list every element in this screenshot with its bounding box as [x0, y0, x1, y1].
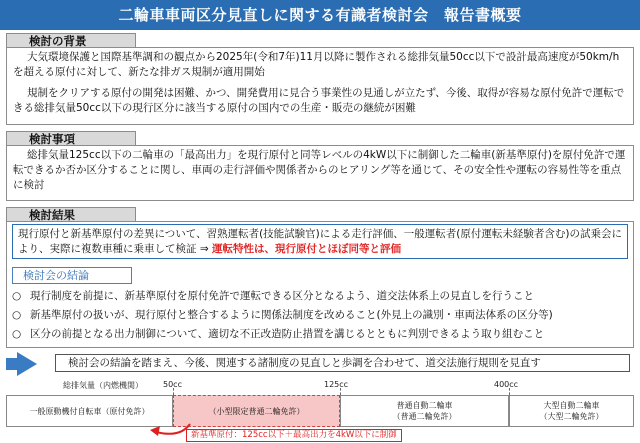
- conclusion-text: 区分の前提となる出力制御について、適切な不正改造防止措置を講じるとともに判別できるよう取り組むこと: [30, 328, 545, 340]
- section-body-background: [6, 47, 634, 125]
- background-para-2: 規制をクリアする原付の開発は困難、かつ、開発費用に見合う事業性の見通しが立たず、今後、取得が容易な原付免許で運転できる総排気量50cc以下の現行区分に該当する原付の国内での生産・販売の継続が困難: [13, 87, 625, 114]
- background-para-1: 大気環境保護と国際基準調和の観点から2025年(令和7年)11月以降に製作される総排気量50cc以下で設計最高速度が50km/hを超える原付に対して、新たな排ガス規制が適用開始: [13, 51, 620, 78]
- results-verification-box: [12, 224, 628, 259]
- tick-label-400cc: 400cc: [494, 380, 519, 389]
- bullet-circle-icon: ○: [12, 309, 22, 321]
- category-large-license: （大型二輪免許）: [539, 412, 604, 421]
- category-small-label: （小型限定普通二輪免許）: [208, 406, 305, 416]
- next-step-box: 検討会の結論を踏まえ、今後、関連する諸制度の見直しと歩調を合わせて、道交法施行規則を見直す: [55, 354, 630, 372]
- right-arrow-icon: [17, 352, 37, 376]
- category-ordinary: [340, 395, 509, 427]
- axis-label: 総排気量（内燃機関）: [63, 381, 143, 390]
- bullet-circle-icon: ○: [12, 290, 22, 302]
- tick-50cc: [173, 388, 174, 395]
- new-standard-note: 新基準原付：125cc以下＋最高出力を4kW以下に制御: [186, 429, 402, 442]
- tick-label-125cc: 125cc: [324, 380, 349, 389]
- conclusion-heading: 検討会の結論: [12, 267, 132, 284]
- conclusion-item-3: [12, 327, 544, 341]
- category-moped-label: 一般原動機付自転車（原付免許）: [29, 406, 150, 416]
- section-heading-background: 検討の背景: [6, 33, 136, 48]
- verification-result: 運転特性は、現行原付とほぼ同等と評価: [211, 242, 401, 255]
- conclusion-text: 新基準原付の扱いが、現行原付と整合するように関係法制度を改めること(外見上の識別・車両法体系の区分等): [30, 309, 553, 321]
- bullet-circle-icon: ○: [12, 328, 22, 340]
- page-title: 二輪車車両区分見直しに関する有識者検討会 報告書概要: [0, 0, 640, 30]
- verification-text: 現行原付と新基準原付の差異について、習熟運転者(技能試験官)による走行評価、一般運転者(原付運転未経験者含む)の試乗会により、実際に複数車種に乗車して検証 ⇒: [18, 228, 622, 255]
- section-body-items: [6, 145, 634, 201]
- category-ordinary-label: 普通自動二輪車: [396, 401, 453, 410]
- tick-125cc: [340, 388, 341, 395]
- section-heading-results: 検討結果: [6, 207, 136, 222]
- conclusion-item-2: [12, 308, 553, 322]
- conclusion-item-1: [12, 289, 534, 303]
- category-large-label: 大型自動二輪車: [543, 401, 600, 410]
- items-para: 総排気量125cc以下の二輪車の「最高出力」を現行原付と同等レベルの4kW以下に制御した二輪車(新基準原付)を原付免許で運転できるか否か区分することに関し、車両の走行評価や関係者からのヒアリング等を通じて、その安全性や運転の容易性等を重点に検討: [13, 149, 626, 191]
- tick-label-50cc: 50cc: [163, 380, 182, 389]
- category-large: [509, 395, 634, 427]
- tick-400cc: [509, 388, 510, 395]
- section-heading-items: 検討事項: [6, 131, 136, 146]
- category-ordinary-license: （普通二輪免許）: [392, 412, 457, 421]
- conclusion-text: 現行制度を前提に、新基準原付を原付免許で運転できる区分となるよう、道交法体系上の見直しを行うこと: [30, 290, 534, 302]
